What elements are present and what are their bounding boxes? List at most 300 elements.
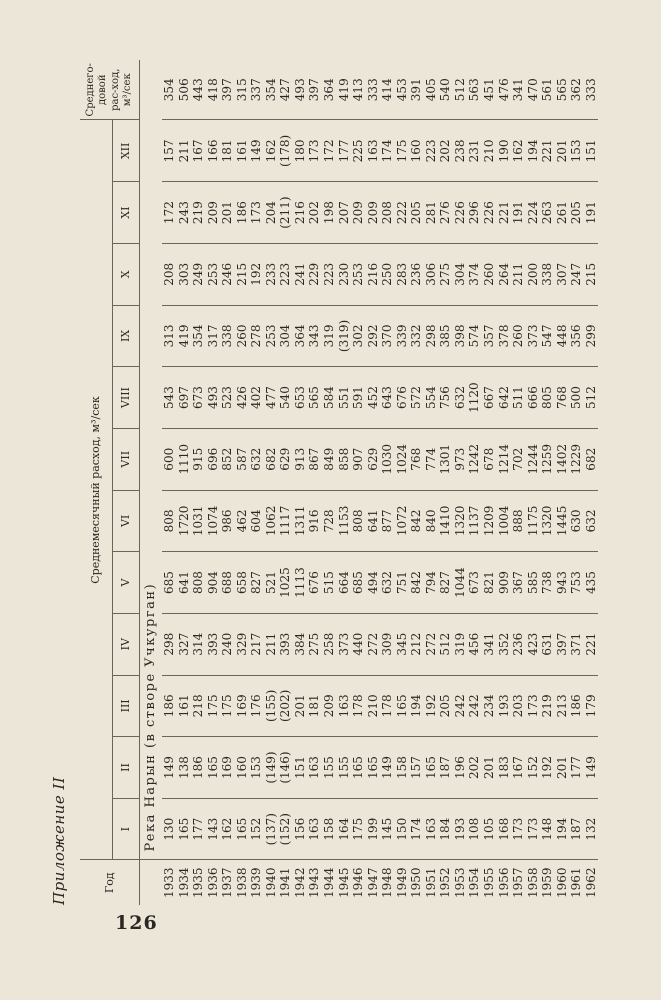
discharge-cell: 1320	[453, 490, 468, 552]
discharge-cell: 213	[555, 675, 570, 737]
discharge-cell: 223	[424, 120, 439, 182]
discharge-cell: 215	[584, 243, 599, 305]
discharge-cell: 688	[220, 552, 235, 614]
discharge-cell: 356	[569, 305, 584, 367]
discharge-cell: 181	[307, 675, 322, 737]
discharge-cell: 223	[322, 243, 337, 305]
discharge-cell: 329	[235, 613, 250, 675]
table-row	[162, 60, 177, 905]
annual-average-cell: 427	[278, 78, 293, 102]
discharge-cell: 827	[249, 552, 264, 614]
discharge-cell: 728	[322, 490, 337, 552]
page-number: 126	[115, 912, 158, 934]
discharge-cell: 226	[482, 182, 497, 244]
discharge-cell: 272	[366, 613, 381, 675]
discharge-cell: 643	[380, 367, 395, 429]
discharge-cell: 332	[409, 305, 424, 367]
annual-average-cell: 443	[191, 78, 206, 102]
discharge-cell: 149	[584, 737, 599, 799]
annual-average-cell: 364	[322, 78, 337, 102]
discharge-cell: 296	[467, 182, 482, 244]
discharge-cell: 341	[482, 613, 497, 675]
discharge-cell: 169	[220, 737, 235, 799]
discharge-cell: 1025	[278, 552, 293, 614]
discharge-cell: 314	[191, 613, 206, 675]
discharge-cell: 1229	[569, 428, 584, 490]
discharge-cell: 338	[220, 305, 235, 367]
discharge-cell: 191	[584, 182, 599, 244]
discharge-cell: 175	[220, 675, 235, 737]
discharge-cell: 354	[191, 305, 206, 367]
discharge-cell: 108	[467, 798, 482, 860]
discharge-cell: 756	[438, 367, 453, 429]
table-row	[366, 60, 381, 905]
year-cell: 1954	[467, 860, 482, 905]
annual-average-cell: 414	[380, 78, 395, 102]
discharge-cell: 212	[409, 613, 424, 675]
discharge-cell: 630	[569, 490, 584, 552]
discharge-cell: 173	[526, 675, 541, 737]
discharge-cell: 180	[293, 120, 308, 182]
discharge-cell: 224	[526, 182, 541, 244]
discharge-cell: 145	[380, 798, 395, 860]
discharge-cell: 243	[177, 182, 192, 244]
year-cell: 1934	[177, 860, 192, 905]
table-row	[526, 60, 541, 905]
discharge-cell: 278	[249, 305, 264, 367]
discharge-cell: 821	[482, 552, 497, 614]
discharge-cell: (178)	[278, 120, 293, 182]
discharge-cell: 194	[409, 675, 424, 737]
discharge-cell: 263	[540, 182, 555, 244]
discharge-cell: 211	[264, 613, 279, 675]
annual-average-cell: 362	[569, 78, 584, 102]
year-cell: 1957	[511, 860, 526, 905]
year-cell: 1949	[395, 860, 410, 905]
discharge-cell: 165	[424, 737, 439, 799]
year-cell: 1936	[206, 860, 221, 905]
discharge-cell: 307	[555, 243, 570, 305]
annual-average-cell: 563	[467, 78, 482, 102]
discharge-cell: 673	[467, 552, 482, 614]
discharge-cell: 462	[235, 490, 250, 552]
discharge-cell: 160	[235, 737, 250, 799]
discharge-cell: 152	[249, 798, 264, 860]
discharge-cell: 202	[438, 120, 453, 182]
discharge-cell: 162	[220, 798, 235, 860]
discharge-cell: 132	[584, 798, 599, 860]
discharge-cell: 371	[569, 613, 584, 675]
month-header: I	[113, 798, 140, 860]
year-cell: 1961	[569, 860, 584, 905]
discharge-cell: 130	[162, 798, 177, 860]
month-header: IV	[113, 613, 140, 675]
discharge-cell: 216	[366, 243, 381, 305]
discharge-cell: 177	[191, 798, 206, 860]
discharge-cell: 236	[511, 613, 526, 675]
annual-average-cell: 354	[263, 78, 278, 102]
table-row	[206, 60, 221, 905]
discharge-cell: 500	[569, 367, 584, 429]
month-header: VII	[113, 428, 140, 490]
discharge-cell: 157	[409, 737, 424, 799]
discharge-cell: 313	[162, 305, 177, 367]
discharge-cell: 435	[584, 552, 599, 614]
annual-average-cell: 333	[583, 78, 598, 102]
table-row	[177, 60, 192, 905]
discharge-cell: 304	[278, 305, 293, 367]
discharge-cell: 260	[235, 305, 250, 367]
annual-average-cell: 493	[292, 78, 307, 102]
table-row	[438, 60, 453, 905]
discharge-cell: 768	[409, 428, 424, 490]
discharge-cell: 1117	[278, 490, 293, 552]
discharge-cell: 676	[395, 367, 410, 429]
discharge-cell: (149)	[264, 737, 279, 799]
discharge-cell: 768	[555, 367, 570, 429]
discharge-cell: 632	[249, 428, 264, 490]
discharge-cell: 1030	[380, 428, 395, 490]
discharge-cell: 176	[249, 675, 264, 737]
discharge-cell: 162	[264, 120, 279, 182]
discharge-cell: 150	[395, 798, 410, 860]
discharge-cell: 175	[395, 120, 410, 182]
discharge-cell: 384	[293, 613, 308, 675]
discharge-cell: 260	[511, 305, 526, 367]
discharge-cell: 584	[322, 367, 337, 429]
discharge-cell: 283	[395, 243, 410, 305]
annual-average-cell: 565	[554, 78, 569, 102]
discharge-cell: 512	[438, 613, 453, 675]
discharge-cell: 327	[177, 613, 192, 675]
discharge-cell: 205	[569, 182, 584, 244]
discharge-cell: 393	[206, 613, 221, 675]
discharge-cell: 209	[366, 182, 381, 244]
year-cell: 1933	[162, 860, 177, 905]
discharge-cell: 808	[351, 490, 366, 552]
discharge-cell: 303	[177, 243, 192, 305]
discharge-cell: 345	[395, 613, 410, 675]
rotated-table-block	[50, 60, 640, 905]
discharge-cell: 702	[511, 428, 526, 490]
discharge-cell: 849	[322, 428, 337, 490]
discharge-cell: 186	[191, 737, 206, 799]
discharge-cell: 187	[569, 798, 584, 860]
discharge-cell: 241	[293, 243, 308, 305]
discharge-cell: 238	[453, 120, 468, 182]
year-cell: 1955	[482, 860, 497, 905]
discharge-cell: 667	[482, 367, 497, 429]
discharge-cell: 160	[409, 120, 424, 182]
discharge-cell: 306	[424, 243, 439, 305]
discharge-cell: 1137	[467, 490, 482, 552]
discharge-cell: 198	[322, 182, 337, 244]
discharge-cell: 201	[220, 182, 235, 244]
discharge-cell: 1301	[438, 428, 453, 490]
discharge-cell: 168	[497, 798, 512, 860]
discharge-cell: 210	[482, 120, 497, 182]
discharge-cell: 774	[424, 428, 439, 490]
discharge-cell: 840	[424, 490, 439, 552]
discharge-cell: 177	[337, 120, 352, 182]
annual-average-header: Среднего-довой рас-ход, м³/сек	[80, 60, 140, 120]
discharge-cell: 179	[584, 675, 599, 737]
annual-average-cell: 453	[394, 78, 409, 102]
discharge-cell: 632	[380, 552, 395, 614]
discharge-cell: 364	[293, 305, 308, 367]
discharge-cell: 207	[337, 182, 352, 244]
discharge-cell: 221	[540, 120, 555, 182]
discharge-cell: 452	[366, 367, 381, 429]
discharge-cell: 673	[191, 367, 206, 429]
discharge-cell: 173	[249, 182, 264, 244]
discharge-cell: 249	[191, 243, 206, 305]
discharge-cell: 385	[438, 305, 453, 367]
discharge-cell: 166	[206, 120, 221, 182]
discharge-cell: 192	[540, 737, 555, 799]
discharge-cell: 276	[438, 182, 453, 244]
discharge-cell: 217	[249, 613, 264, 675]
discharge-cell: 177	[569, 737, 584, 799]
table-row	[235, 60, 250, 905]
discharge-cell: 186	[235, 182, 250, 244]
discharge-cell: 343	[307, 305, 322, 367]
discharge-cell: 1031	[191, 490, 206, 552]
discharge-cell: 631	[540, 613, 555, 675]
table-row	[337, 60, 352, 905]
discharge-cell: 678	[482, 428, 497, 490]
discharge-cell: 253	[264, 305, 279, 367]
discharge-cell: 338	[540, 243, 555, 305]
discharge-cell: 909	[497, 552, 512, 614]
discharge-cell: 219	[540, 675, 555, 737]
discharge-cell: 852	[220, 428, 235, 490]
discharge-cell: (319)	[337, 305, 352, 367]
annual-average-cell: 476	[496, 78, 511, 102]
discharge-cell: 218	[191, 675, 206, 737]
discharge-cell: 236	[409, 243, 424, 305]
discharge-cell: 149	[380, 737, 395, 799]
discharge-cell: 1175	[526, 490, 541, 552]
table-row	[511, 60, 526, 905]
discharge-cell: (202)	[278, 675, 293, 737]
monthly-discharge-header: Среднемесячный расход, м³/сек	[80, 120, 113, 860]
table-row	[220, 60, 235, 905]
year-cell: 1942	[293, 860, 308, 905]
discharge-cell: 250	[380, 243, 395, 305]
table-row	[540, 60, 555, 905]
discharge-cell: 682	[264, 428, 279, 490]
discharge-cell: 148	[540, 798, 555, 860]
table-row	[467, 60, 482, 905]
discharge-cell: 641	[366, 490, 381, 552]
table-row	[555, 60, 570, 905]
table-row	[424, 60, 439, 905]
discharge-cell: 1113	[293, 552, 308, 614]
discharge-cell: 629	[278, 428, 293, 490]
month-header: III	[113, 675, 140, 737]
discharge-cell: 229	[307, 243, 322, 305]
year-cell: 1953	[453, 860, 468, 905]
discharge-cell: 685	[162, 552, 177, 614]
discharge-cell: 511	[511, 367, 526, 429]
discharge-cell: 523	[220, 367, 235, 429]
discharge-cell: 226	[453, 182, 468, 244]
year-cell: 1944	[322, 860, 337, 905]
discharge-cell: 1311	[293, 490, 308, 552]
discharge-cell: 521	[264, 552, 279, 614]
month-header: X	[113, 243, 140, 305]
discharge-cell: 161	[235, 120, 250, 182]
discharge-cell: 423	[526, 613, 541, 675]
annual-average-cell: 391	[409, 78, 424, 102]
discharge-cell: 676	[307, 552, 322, 614]
discharge-cell: 916	[307, 490, 322, 552]
discharge-cell: 151	[293, 737, 308, 799]
table-row	[497, 60, 512, 905]
table-row	[322, 60, 337, 905]
discharge-cell: 1074	[206, 490, 221, 552]
annual-average-cell: 341	[511, 78, 526, 102]
discharge-cell: 201	[482, 737, 497, 799]
discharge-cell: 153	[249, 737, 264, 799]
discharge-cell: 143	[206, 798, 221, 860]
discharge-cell: 666	[526, 367, 541, 429]
river-title: Река Нарын (в створе Учкурган)	[143, 582, 158, 852]
discharge-cell: 153	[569, 120, 584, 182]
discharge-cell: 440	[351, 613, 366, 675]
discharge-cell: 234	[482, 675, 497, 737]
discharge-cell: 642	[497, 367, 512, 429]
discharge-cell: 163	[337, 675, 352, 737]
discharge-cell: 260	[482, 243, 497, 305]
discharge-cell: 204	[264, 182, 279, 244]
discharge-cell: 904	[206, 552, 221, 614]
table-row	[293, 60, 308, 905]
discharge-cell: 1153	[337, 490, 352, 552]
discharge-cell: 448	[555, 305, 570, 367]
discharge-cell: 173	[526, 798, 541, 860]
discharge-cell: 261	[555, 182, 570, 244]
discharge-cell: 211	[511, 243, 526, 305]
discharge-cell: 653	[293, 367, 308, 429]
year-cell: 1950	[409, 860, 424, 905]
discharge-cell: 264	[497, 243, 512, 305]
discharge-cell: 192	[424, 675, 439, 737]
discharge-cell: 165	[235, 798, 250, 860]
discharge-cell: 1024	[395, 428, 410, 490]
discharge-cell: 231	[467, 120, 482, 182]
discharge-cell: 888	[511, 490, 526, 552]
discharge-cell: 272	[424, 613, 439, 675]
discharge-cell: 858	[337, 428, 352, 490]
discharge-cell: 163	[307, 798, 322, 860]
discharge-cell: 339	[395, 305, 410, 367]
discharge-cell: 370	[380, 305, 395, 367]
table-row	[380, 60, 395, 905]
discharge-cell: 192	[249, 243, 264, 305]
discharge-cell: 187	[438, 737, 453, 799]
discharge-cell: 1209	[482, 490, 497, 552]
annual-average-cell: 315	[234, 78, 249, 102]
month-header: II	[113, 737, 140, 799]
annual-average-cell: 470	[525, 78, 540, 102]
discharge-cell: 174	[409, 798, 424, 860]
discharge-cell: 193	[453, 798, 468, 860]
year-cell: 1946	[351, 860, 366, 905]
discharge-cell: 867	[307, 428, 322, 490]
discharge-cell: 299	[584, 305, 599, 367]
discharge-cell: 426	[235, 367, 250, 429]
discharge-cell: 246	[220, 243, 235, 305]
discharge-cell: 907	[351, 428, 366, 490]
discharge-cell: 194	[555, 798, 570, 860]
discharge-cell: 374	[467, 243, 482, 305]
annual-average-cell: 397	[220, 78, 235, 102]
discharge-cell: 543	[162, 367, 177, 429]
discharge-cell: 219	[191, 182, 206, 244]
discharge-cell: 1402	[555, 428, 570, 490]
discharge-cell: 738	[540, 552, 555, 614]
year-cell: 1962	[584, 860, 599, 905]
discharge-cell: 242	[467, 675, 482, 737]
discharge-cell: 402	[249, 367, 264, 429]
discharge-cell: 456	[467, 613, 482, 675]
discharge-cell: 641	[177, 552, 192, 614]
year-cell: 1952	[438, 860, 453, 905]
year-cell: 1959	[540, 860, 555, 905]
discharge-cell: 600	[162, 428, 177, 490]
discharge-cell: 205	[438, 675, 453, 737]
discharge-cell: 808	[191, 552, 206, 614]
discharge-cell: 275	[307, 613, 322, 675]
discharge-cell: 842	[409, 490, 424, 552]
year-cell: 1941	[278, 860, 293, 905]
discharge-cell: 253	[351, 243, 366, 305]
discharge-cell: 986	[220, 490, 235, 552]
discharge-cell: 1244	[526, 428, 541, 490]
discharge-cell: 309	[380, 613, 395, 675]
discharge-cell: 685	[351, 552, 366, 614]
discharge-cell: 172	[322, 120, 337, 182]
discharge-cell: 221	[497, 182, 512, 244]
discharge-cell: 200	[526, 243, 541, 305]
discharge-cell: 827	[438, 552, 453, 614]
discharge-cell: 554	[424, 367, 439, 429]
discharge-cell: 242	[453, 675, 468, 737]
discharge-cell: 1320	[540, 490, 555, 552]
table-row	[191, 60, 206, 905]
discharge-cell: 302	[351, 305, 366, 367]
appendix-title: Приложение II	[50, 776, 68, 905]
discharge-cell: 304	[453, 243, 468, 305]
discharge-cell: (146)	[278, 737, 293, 799]
discharge-cell: 515	[322, 552, 337, 614]
discharge-cell: 398	[453, 305, 468, 367]
discharge-cell: 632	[453, 367, 468, 429]
year-cell: 1948	[380, 860, 395, 905]
month-header: XI	[113, 182, 140, 244]
discharge-cell: 587	[235, 428, 250, 490]
discharge-cell: 167	[191, 120, 206, 182]
annual-average-cell: 413	[351, 78, 366, 102]
discharge-cell: 175	[206, 675, 221, 737]
discharge-cell: 319	[322, 305, 337, 367]
discharge-cell: 165	[177, 798, 192, 860]
annual-average-cell: 337	[249, 78, 264, 102]
discharge-cell: 298	[162, 613, 177, 675]
discharge-cell: 190	[497, 120, 512, 182]
